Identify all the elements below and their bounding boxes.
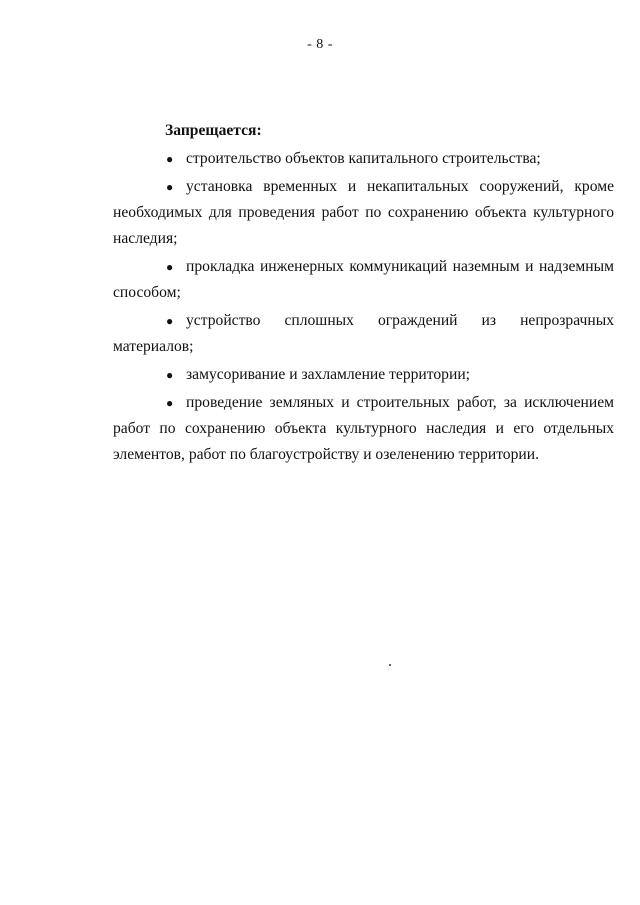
bullet-icon: ● bbox=[166, 152, 174, 166]
list-item bbox=[113, 362, 614, 388]
list-item bbox=[113, 308, 614, 360]
scan-speck bbox=[389, 664, 391, 666]
list-item-text: проведение земляных и строительных работ, за исключением работ по сохранению объекта культурного наследия и его отдельных элементов, работ по благоустройству и озеленению территории. bbox=[113, 394, 614, 463]
list-item-text: замусоривание и захламление территории; bbox=[186, 366, 470, 383]
bullet-icon: ● bbox=[166, 180, 174, 194]
bullet-icon: ● bbox=[166, 260, 174, 274]
list-item-text: строительство объектов капитального строительства; bbox=[186, 150, 541, 167]
list-item bbox=[113, 390, 614, 468]
bullet-icon: ● bbox=[166, 314, 174, 328]
bullet-icon: ● bbox=[166, 396, 174, 410]
list-item-text: устройство сплошных ограждений из непрозрачных материалов; bbox=[113, 312, 614, 355]
list-item bbox=[113, 254, 614, 306]
section-heading: Запрещается: bbox=[165, 122, 262, 139]
list-item-text: прокладка инженерных коммуникаций наземным и надземным способом; bbox=[113, 258, 614, 301]
list-item bbox=[113, 174, 614, 252]
list-item-text: установка временных и некапитальных сооружений, кроме необходимых для проведения работ по сохранению объекта культурного наследия; bbox=[113, 178, 614, 247]
document-body bbox=[113, 118, 614, 470]
list-item bbox=[113, 146, 614, 172]
page-number: - 8 - bbox=[307, 37, 333, 52]
bullet-icon: ● bbox=[166, 368, 174, 382]
